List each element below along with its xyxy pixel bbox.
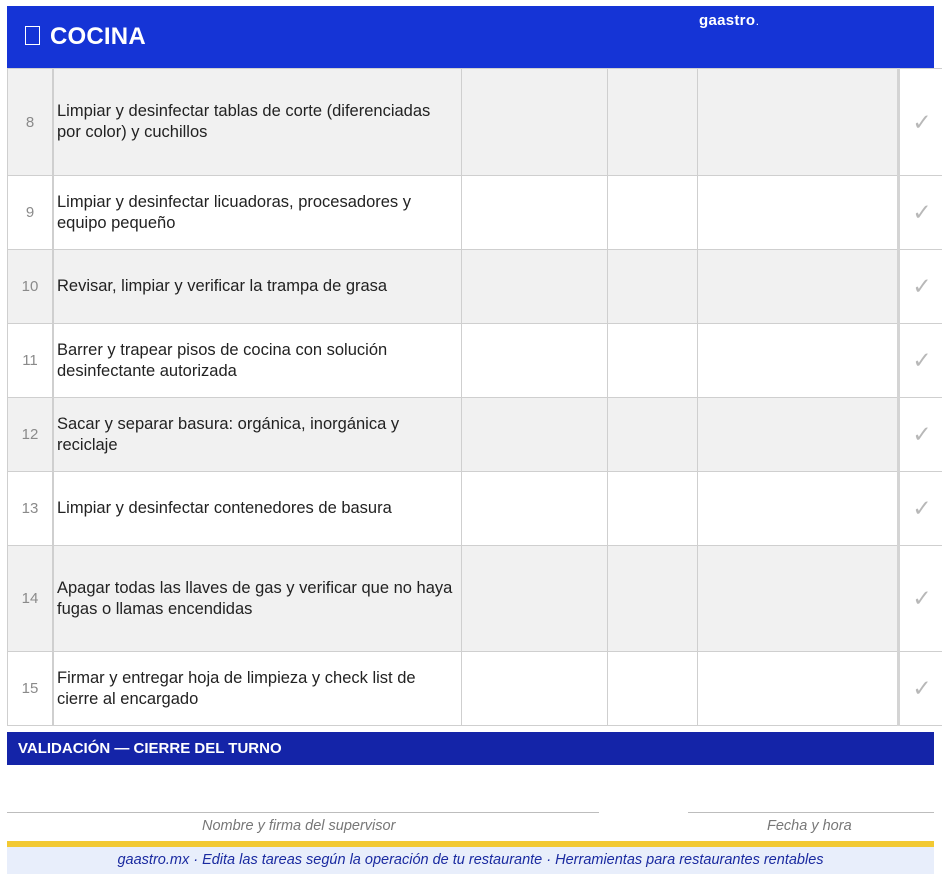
- table-row: [8, 250, 942, 324]
- task-cell-blank[interactable]: [608, 472, 698, 546]
- task-cell-blank[interactable]: [462, 324, 608, 398]
- brand-logo: [699, 12, 759, 29]
- footer-note: gaastro.mx · Edita las tareas según la operación de tu restaurante · Herramientas para restaurantes rentables: [7, 847, 934, 874]
- task-text: Limpiar y desinfectar contenedores de basura: [53, 472, 462, 546]
- task-cell-blank[interactable]: [608, 324, 698, 398]
- date-signature-line[interactable]: [688, 812, 934, 813]
- validation-title: VALIDACIÓN — CIERRE DEL TURNO: [18, 740, 282, 757]
- task-cell-blank[interactable]: [698, 398, 899, 472]
- task-text: Limpiar y desinfectar tablas de corte (diferenciadas por color) y cuchillos: [53, 69, 462, 176]
- task-number: 10: [8, 250, 54, 324]
- task-cell-blank[interactable]: [698, 324, 899, 398]
- task-text: Apagar todas las llaves de gas y verificar que no haya fugas o llamas encendidas: [53, 546, 462, 652]
- section-title-text: COCINA: [50, 23, 146, 50]
- table-row: [8, 176, 942, 250]
- task-cell-blank[interactable]: [462, 472, 608, 546]
- section-title: [25, 23, 146, 51]
- task-cell-blank[interactable]: [698, 652, 899, 726]
- checkmark-icon[interactable]: ✓: [899, 324, 942, 398]
- task-cell-blank[interactable]: [608, 176, 698, 250]
- task-cell-blank[interactable]: [608, 69, 698, 176]
- task-cell-blank[interactable]: [698, 546, 899, 652]
- task-number: 11: [8, 324, 54, 398]
- logo-text: gaastro: [699, 12, 756, 29]
- date-label: Fecha y hora: [767, 818, 852, 834]
- table-row: [8, 398, 942, 472]
- task-cell-blank[interactable]: [608, 250, 698, 324]
- table-row: [8, 546, 942, 652]
- task-cell-blank[interactable]: [698, 472, 899, 546]
- supervisor-signature-line[interactable]: [7, 812, 599, 813]
- task-table: [7, 68, 942, 726]
- logo-dot: .: [756, 18, 759, 27]
- task-cell-blank[interactable]: [462, 69, 608, 176]
- task-number: 9: [8, 176, 54, 250]
- checkmark-icon[interactable]: ✓: [899, 472, 942, 546]
- checkmark-icon[interactable]: ✓: [899, 398, 942, 472]
- task-cell-blank[interactable]: [608, 546, 698, 652]
- task-number: 8: [8, 69, 54, 176]
- checkmark-icon[interactable]: ✓: [899, 176, 942, 250]
- checkmark-icon[interactable]: ✓: [899, 546, 942, 652]
- table-row: [8, 472, 942, 546]
- table-row: [8, 324, 942, 398]
- task-cell-blank[interactable]: [698, 176, 899, 250]
- checkmark-icon[interactable]: ✓: [899, 250, 942, 324]
- task-cell-blank[interactable]: [462, 652, 608, 726]
- task-cell-blank[interactable]: [608, 652, 698, 726]
- task-cell-blank[interactable]: [698, 69, 899, 176]
- task-cell-blank[interactable]: [462, 398, 608, 472]
- task-text: Sacar y separar basura: orgánica, inorgánica y reciclaje: [53, 398, 462, 472]
- task-text: Firmar y entregar hoja de limpieza y check list de cierre al encargado: [53, 652, 462, 726]
- task-text: Barrer y trapear pisos de cocina con solución desinfectante autorizada: [53, 324, 462, 398]
- task-cell-blank[interactable]: [462, 176, 608, 250]
- validation-header: [7, 732, 934, 765]
- task-number: 14: [8, 546, 54, 652]
- table-row: [8, 652, 942, 726]
- section-header: [7, 6, 934, 68]
- task-text: Limpiar y desinfectar licuadoras, procesadores y equipo pequeño: [53, 176, 462, 250]
- checkmark-icon[interactable]: ✓: [899, 69, 942, 176]
- table-row: [8, 69, 942, 176]
- supervisor-label: Nombre y firma del supervisor: [202, 818, 396, 834]
- task-text: Revisar, limpiar y verificar la trampa de grasa: [53, 250, 462, 324]
- task-number: 12: [8, 398, 54, 472]
- task-number: 13: [8, 472, 54, 546]
- task-cell-blank[interactable]: [462, 546, 608, 652]
- checkmark-icon[interactable]: ✓: [899, 652, 942, 726]
- task-cell-blank[interactable]: [698, 250, 899, 324]
- clipboard-icon: [25, 26, 40, 45]
- task-cell-blank[interactable]: [608, 398, 698, 472]
- task-cell-blank[interactable]: [462, 250, 608, 324]
- task-number: 15: [8, 652, 54, 726]
